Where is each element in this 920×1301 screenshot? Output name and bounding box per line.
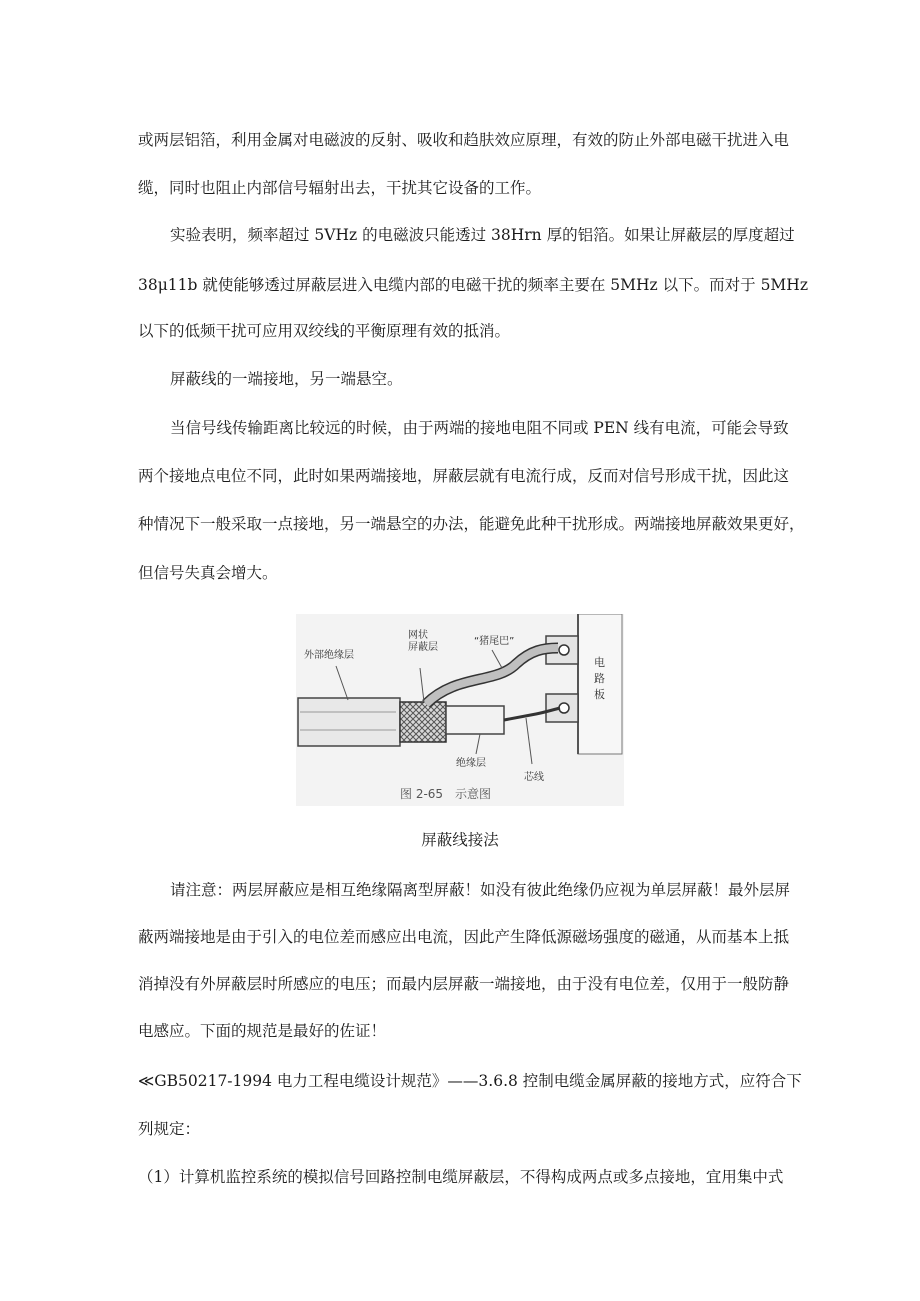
label-outer-insulation: 外部绝缘层 bbox=[304, 650, 354, 661]
text-line: 列规定： bbox=[138, 1120, 201, 1138]
label-line: 网状 bbox=[408, 630, 428, 641]
label-pigtail: “猪尾巴” bbox=[474, 636, 515, 647]
text-line: 请注意：两层屏蔽应是相互绝缘隔离型屏蔽！如没有彼此绝缘仍应视为单层屏蔽！最外层屏 bbox=[170, 881, 791, 899]
label-line: 电 bbox=[594, 656, 605, 669]
text-line: （1）计算机监控系统的模拟信号回路控制电缆屏蔽层，不得构成两点或多点接地，宜用集中式 bbox=[138, 1168, 784, 1186]
text-line: 实验表明，频率超过 5VHz 的电磁波只能透过 38Hrn 厚的铝箔。如果让屏蔽层的厚度超过 bbox=[170, 226, 795, 244]
figure-number-label: 图 2-65 示意图 bbox=[400, 787, 492, 801]
label-line: 路 bbox=[594, 672, 605, 685]
text-line: 屏蔽线的一端接地，另一端悬空。 bbox=[170, 370, 403, 388]
text-line: 或两层铝箔，利用金属对电磁波的反射、吸收和趋肤效应原理，有效的防止外部电磁干扰进入电 bbox=[138, 131, 790, 149]
text-line: 种情况下一般采取一点接地，另一端悬空的办法，能避免此种干扰形成。两端接地屏蔽效果更好， bbox=[138, 515, 805, 533]
text-line: 但信号失真会增大。 bbox=[138, 564, 278, 582]
text-line: 以下的低频干扰可应用双绞线的平衡原理有效的抵消。 bbox=[138, 322, 511, 340]
text-line: 当信号线传输距离比较远的时候，由于两端的接地电阻不同或 PEN 线有电流，可能会导致 bbox=[170, 419, 789, 437]
label-circuit-board bbox=[594, 655, 605, 701]
label-line: 屏蔽层 bbox=[408, 642, 438, 653]
label-insulation: 绝缘层 bbox=[456, 758, 486, 769]
text-line: ≪GB50217-1994 电力工程电缆设计规范》——3.6.8 控制电缆金属屏蔽的接地方式，应符合下 bbox=[138, 1072, 802, 1090]
mesh-shield-shape bbox=[400, 702, 446, 742]
label-core: 芯线 bbox=[524, 772, 544, 783]
text-line: 消掉没有外屏蔽层时所感应的电压；而最内层屏蔽一端接地，由于没有电位差，仅用于一般防静 bbox=[138, 975, 790, 993]
text-line: 缆，同时也阻止内部信号辐射出去，干扰其它设备的工作。 bbox=[138, 179, 542, 197]
terminal-screw-bottom bbox=[559, 703, 569, 713]
text-line: 电感应。下面的规范是最好的佐证！ bbox=[138, 1022, 387, 1040]
terminal-screw-top bbox=[559, 645, 569, 655]
inner-insulation-shape bbox=[446, 706, 504, 734]
label-line: 板 bbox=[594, 688, 605, 701]
text-line: 38μ11b 就使能够透过屏蔽层进入电缆内部的电磁干扰的频率主要在 5MHz 以下。而对于 5MHz bbox=[138, 276, 808, 294]
cable-diagram bbox=[296, 614, 624, 806]
figure-caption: 屏蔽线接法 bbox=[421, 831, 499, 849]
text-line: 两个接地点电位不同，此时如果两端接地，屏蔽层就有电流行成，反而对信号形成干扰，因此这 bbox=[138, 467, 790, 485]
cable-diagram-svg bbox=[296, 614, 624, 806]
outer-insulation-shape bbox=[298, 698, 400, 746]
text-line: 蔽两端接地是由于引入的电位差而感应出电流，因此产生降低源磁场强度的磁通，从而基本上抵 bbox=[138, 928, 790, 946]
